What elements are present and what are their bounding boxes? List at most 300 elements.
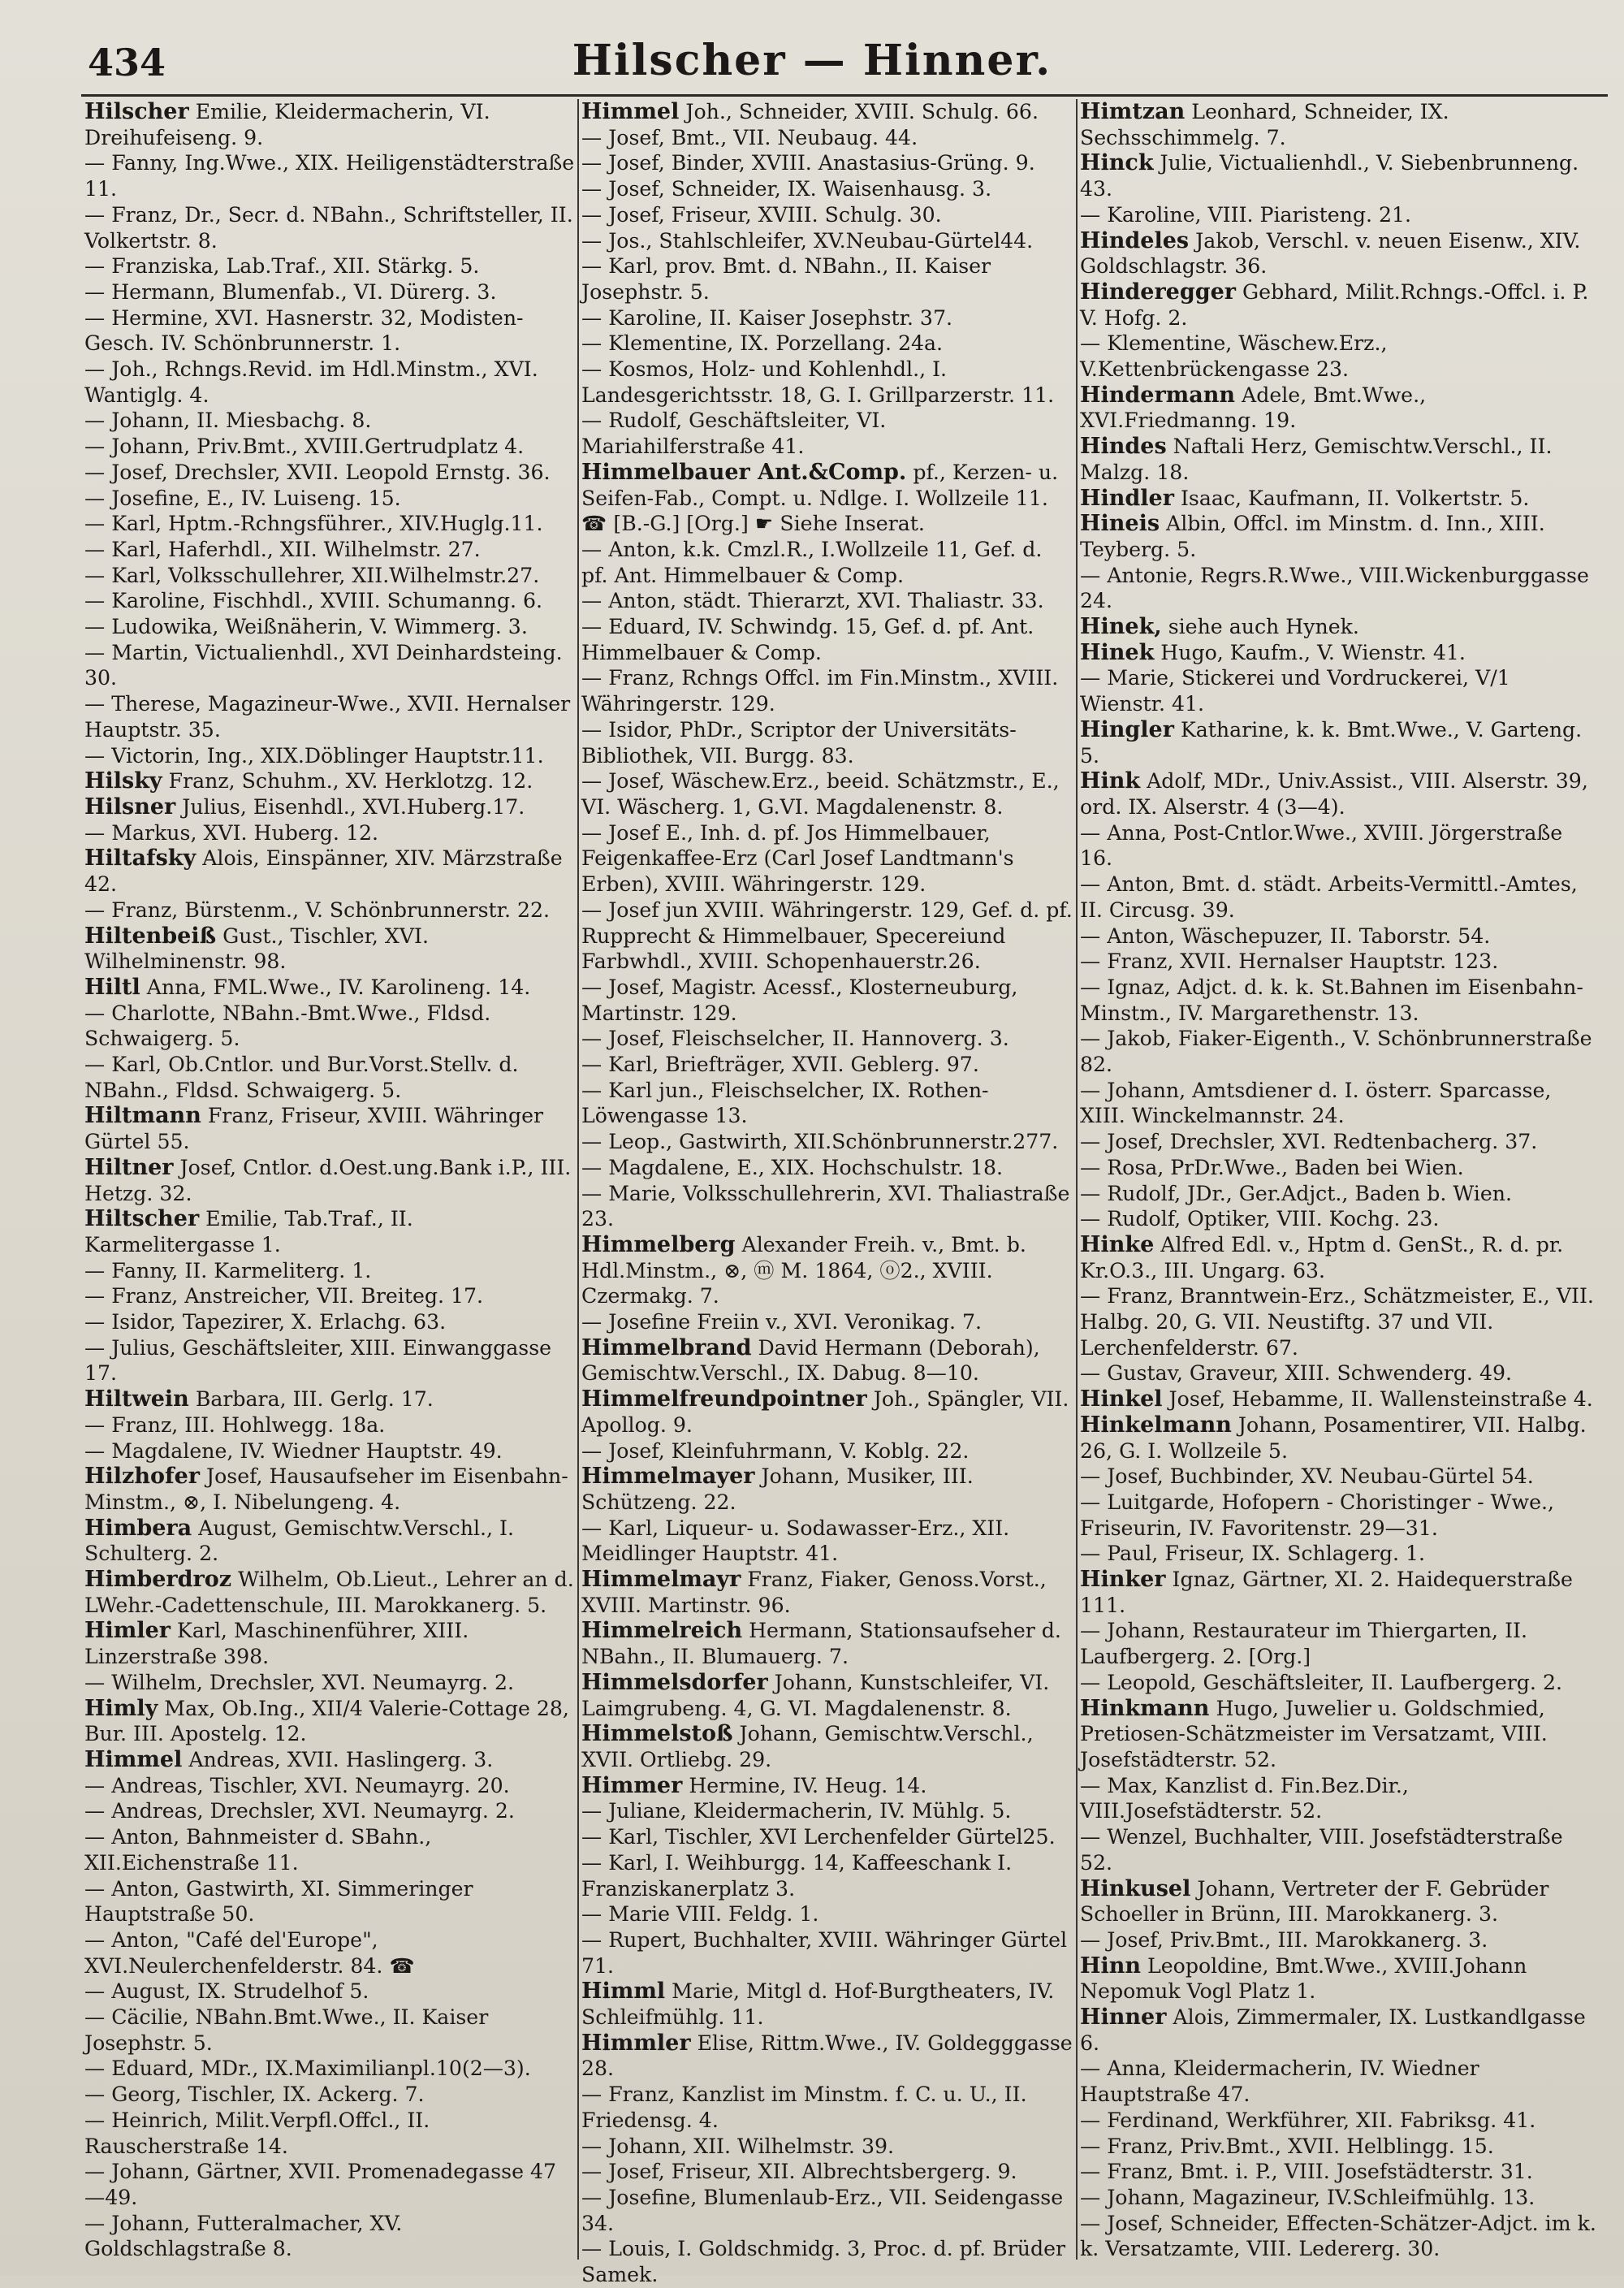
directory-entry: [84, 1824, 576, 1875]
entry-text: Alois, Einspänner, XIV. Märzstraße 42.: [84, 846, 563, 897]
directory-entry: [84, 99, 576, 150]
directory-entry: [84, 1927, 576, 1979]
directory-entry: [1080, 1181, 1600, 1207]
page-header: [0, 32, 1624, 97]
entry-surname: Hinker: [1080, 1567, 1166, 1593]
entry-text: Johann, Musiker, III. Schützeng. 22.: [581, 1464, 974, 1514]
directory-entry: [1080, 1824, 1600, 1875]
entry-text: — Victorin, Ing., XIX.Döblinger Hauptstr.11.: [84, 743, 544, 768]
entry-text: — Johann, II. Miesbachg. 8.: [84, 409, 372, 433]
directory-entry: [84, 1464, 576, 1515]
entry-text: — Cäcilie, NBahn.Bmt.Wwe., II. Kaiser Josephstr. 5.: [84, 2005, 489, 2055]
entry-text: — Joh., Rchngs.Revid. im Hdl.Minstm., XVI. Wantiglg. 4.: [84, 357, 538, 407]
entry-text: — Josef, Drechsler, XVI. Redtenbacherg. 37.: [1080, 1130, 1538, 1154]
column-1: [84, 99, 576, 2260]
entry-surname: Himly: [84, 1695, 158, 1721]
entry-text: — Kosmos, Holz- und Kohlenhdl., I. Landesgerichtsstr. 18, G. I. Grillparzerstr. 11.: [581, 357, 1055, 407]
entry-surname: Hinek,: [1080, 614, 1162, 640]
directory-entry: [1080, 2108, 1600, 2134]
directory-entry: [1080, 2211, 1600, 2262]
entry-text: Naftali Herz, Gemischtw.Verschl., II. Malzg. 18.: [1080, 435, 1553, 484]
entry-surname: Hineis: [1080, 511, 1160, 537]
directory-entry: [1080, 99, 1600, 150]
entry-text: — Ferdinand, Werkführer, XII. Fabriksg. 41.: [1080, 2108, 1536, 2132]
directory-entry: [581, 1078, 1073, 1129]
entry-surname: Hiltscher: [84, 1206, 200, 1232]
entry-text: — Rudolf, JDr., Ger.Adjct., Baden b. Wien.: [1080, 1181, 1512, 1205]
entry-text: Isaac, Kaufmann, II. Volkertstr. 5.: [1173, 486, 1530, 510]
entry-surname: Himmler: [581, 2030, 691, 2056]
directory-entry: [84, 511, 576, 537]
entry-text: Hermine, IV. Heug. 14.: [682, 1773, 927, 1797]
page-number: 434: [88, 41, 166, 84]
entry-text: — Paul, Friseur, IX. Schlagerg. 1.: [1080, 1542, 1426, 1566]
directory-entry: [581, 1979, 1073, 2030]
entry-surname: Himberdroz: [84, 1567, 232, 1593]
entry-text: — Isidor, PhDr., Scriptor der Universitäts-Bibliothek, VII. Burgg. 83.: [581, 717, 1017, 768]
entry-text: Emilie, Tab.Traf., II. Karmelitergasse 1.: [84, 1207, 413, 1256]
directory-entry: [1080, 1078, 1600, 1129]
entry-surname: Hiltwein: [84, 1386, 189, 1412]
directory-entry: [581, 1155, 1073, 1181]
entry-surname: Himmelstoß: [581, 1721, 733, 1747]
directory-entry: [84, 975, 576, 1001]
entry-text: — Josef, Binder, XVIII. Anastasius-Grüng. 9.: [581, 151, 1035, 175]
entry-text: — Eduard, IV. Schwindg. 15, Gef. d. pf. Ant. Himmelbauer & Comp.: [581, 615, 1034, 664]
directory-entry: [1080, 975, 1600, 1026]
entry-text: Hugo, Juwelier u. Goldschmied, Pretiosen-Schätzmeister im Versatzamt, VIII. Josefstädterstr. 52.: [1080, 1696, 1548, 1771]
directory-entry: [581, 1773, 1073, 1799]
directory-entry: [1080, 1412, 1600, 1464]
directory-entry: [84, 1747, 576, 1773]
entry-text: — Marie, Stickerei und Vordruckerei, V/1 Wienstr. 41.: [1080, 666, 1510, 716]
directory-entry: [581, 1309, 1073, 1335]
entry-text: — Leopold, Geschäftsleiter, II. Laufbergerg. 2.: [1080, 1670, 1562, 1694]
entry-text: Elise, Rittm.Wwe., IV. Goldegggasse 28.: [581, 2031, 1073, 2081]
entry-surname: Hingler: [1080, 716, 1174, 742]
entry-text: Leonhard, Schneider, IX. Sechsschimmelg. 7.: [1080, 100, 1449, 149]
directory-entry: [581, 2185, 1073, 2236]
directory-entry: [84, 1052, 576, 1103]
entry-text: — Karoline, VIII. Piaristeng. 21.: [1080, 202, 1412, 227]
entry-surname: Hiltmann: [84, 1103, 201, 1129]
entry-surname: Hilsner: [84, 794, 176, 820]
entry-text: — Charlotte, NBahn.-Bmt.Wwe., Fldsd. Schwaigerg. 5.: [84, 1001, 491, 1051]
entry-text: — Josef, Friseur, XVIII. Schulg. 30.: [581, 202, 942, 227]
entry-text: — Anna, Post-Cntlor.Wwe., XVIII. Jörgerstraße 16.: [1080, 820, 1563, 871]
entry-text: Franz, Schuhm., XV. Herklotzg. 12.: [162, 769, 533, 794]
entry-text: Johann, Kunstschleifer, VI. Laimgrubeng. 4, G. VI. Magdalenenstr. 8.: [581, 1670, 1050, 1720]
directory-entry: [1080, 1129, 1600, 1155]
directory-entry: [1080, 1490, 1600, 1541]
entry-text: Barbara, III. Gerlg. 17.: [188, 1387, 434, 1412]
entry-text: Julie, Victualienhdl., V. Siebenbrunneng. 43.: [1080, 151, 1579, 201]
entry-text: — Franz, Kanzlist im Minstm. f. C. u. U., II. Friedensg. 4.: [581, 2083, 1027, 2132]
directory-entry: [84, 1670, 576, 1696]
entry-text: — Anton, "Café del'Europe", XVI.Neulerchenfelderstr. 84. ☎: [84, 1927, 415, 1978]
column-divider-2: [1076, 99, 1078, 2260]
entry-surname: Himbera: [84, 1515, 192, 1541]
directory-entry: [581, 665, 1073, 716]
entry-surname: Hindermann: [1080, 382, 1236, 408]
entry-text: — Johann, Magazineur, IV.Schleifmühlg. 13.: [1080, 2185, 1535, 2209]
entry-text: — Johann, Restaurateur im Thiergarten, II. Laufbergerg. 2. [Org.]: [1080, 1619, 1527, 1669]
directory-entry: [84, 1438, 576, 1464]
entry-text: — Karl, prov. Bmt. d. NBahn., II. Kaiser Josephstr. 5.: [581, 254, 991, 304]
directory-entry: [84, 743, 576, 769]
directory-entry: [84, 1567, 576, 1618]
entry-text: Franz, Friseur, XVIII. Währinger Gürtel 55.: [84, 1104, 544, 1154]
entry-surname: Himmelmayr: [581, 1567, 741, 1593]
directory-entry: [581, 2236, 1073, 2287]
directory-entry: [84, 1283, 576, 1309]
directory-entry: [1080, 1876, 1600, 1927]
directory-entry: [581, 2031, 1073, 2082]
entry-text: Johann, Posamentirer, VII. Halbg. 26, G. I. Wollzeile 5.: [1080, 1412, 1587, 1463]
entry-text: Adele, Bmt.Wwe., XVI.Friedmanng. 19.: [1080, 383, 1427, 433]
entry-surname: Hinkel: [1080, 1386, 1163, 1412]
entry-text: Josef, Hebamme, II. Wallensteinstraße 4.: [1162, 1387, 1593, 1412]
entry-text: — Juliane, Kleidermacherin, IV. Mühlg. 5.: [581, 1799, 1012, 1823]
directory-entry: [1080, 1541, 1600, 1567]
entry-text: Andreas, XVII. Haslingerg. 3.: [182, 1748, 494, 1771]
entry-text: — Fanny, II. Karmeliterg. 1.: [84, 1258, 372, 1282]
directory-entry: [1080, 1360, 1600, 1386]
entry-text: Johann, Vertreter der F. Gebrüder Schoeller in Brünn, III. Marokkanerg. 3.: [1080, 1876, 1549, 1927]
entry-text: — Anton, städt. Thierarzt, XVI. Thaliastr. 33.: [581, 589, 1044, 613]
entry-text: — Andreas, Drechsler, XVI. Neumayrg. 2.: [84, 1799, 515, 1823]
directory-entry: [1080, 665, 1600, 716]
entry-text: — Rupert, Buchhalter, XVIII. Währinger Gürtel 71.: [581, 1927, 1068, 1978]
entry-text: — Franz, Bmt. i. P., VIII. Josefstädterstr. 31.: [1080, 2160, 1533, 2184]
directory-entry: [1080, 486, 1600, 512]
directory-entry: [84, 2211, 576, 2262]
entry-text: Alois, Zimmermaler, IX. Lustkandlgasse 6.: [1080, 2005, 1586, 2055]
entry-text: — Franz, Rchngs Offcl. im Fin.Minstm., XVIII. Währingerstr. 129.: [581, 666, 1059, 716]
directory-entry: [84, 434, 576, 460]
directory-entry: [1080, 872, 1600, 923]
directory-entry: [581, 2082, 1073, 2133]
directory-entry: [1080, 1618, 1600, 1669]
entry-text: — Josef E., Inh. d. pf. Jos Himmelbauer, Feigenkaffee-Erz (Carl Josef Landtmann's Erben), XVIII. Währingerstr. 129.: [581, 820, 1014, 897]
entry-surname: Hilscher: [84, 99, 189, 124]
entry-surname: Himtzan: [1080, 99, 1186, 124]
directory-entry: [84, 820, 576, 846]
directory-entry: [581, 537, 1073, 588]
directory-entry: [1080, 1696, 1600, 1773]
directory-entry: [1080, 383, 1600, 434]
entry-text: — Josef, Fleischselcher, II. Hannoverg. 3.: [581, 1027, 1009, 1051]
entry-text: — Isidor, Tapezirer, X. Erlachg. 63.: [84, 1310, 447, 1334]
entry-text: — Max, Kanzlist d. Fin.Bez.Dir., VIII.Josefstädterstr. 52.: [1080, 1773, 1409, 1823]
entry-text: Adolf, MDr., Univ.Assist., VIII. Alserstr. 39, ord. IX. Alserstr. 4 (3—4).: [1080, 769, 1588, 819]
entry-text: Ignaz, Gärtner, XI. 2. Haidequerstraße 111.: [1080, 1568, 1573, 1617]
entry-text: — Anton, k.k. Cmzl.R., I.Wollzeile 11, Gef. d. pf. Ant. Himmelbauer & Comp.: [581, 537, 1043, 587]
directory-entry: [1080, 2056, 1600, 2107]
directory-entry: [84, 1309, 576, 1335]
entry-text: — Josef, Friseur, XII. Albrechtsbergerg. 9.: [581, 2160, 1017, 2184]
entry-text: — Hermine, XVI. Hasnerstr. 32, Modisten-Gesch. IV. Schönbrunnerstr. 1.: [84, 305, 524, 356]
directory-entry: [1080, 820, 1600, 872]
directory-entry: [581, 202, 1073, 228]
entry-text: — Karl, Volksschullehrer, XII.Wilhelmstr.27.: [84, 563, 540, 587]
entry-surname: Hiltl: [84, 974, 140, 1000]
entry-text: Gust., Tischler, XVI. Wilhelminenstr. 98.: [84, 923, 429, 974]
directory-entry: [84, 357, 576, 408]
entry-text: — Johann, Futteralmacher, XV. Goldschlagstraße 8.: [84, 2211, 403, 2261]
entry-text: — Franz, XVII. Hernalser Hauptstr. 123.: [1080, 949, 1499, 974]
entry-surname: Hinn: [1080, 1953, 1142, 1979]
entry-text: — Martin, Victualienhdl., XVI Deinhardsteing. 30.: [84, 640, 563, 690]
entry-text: — Johann, XII. Wilhelmstr. 39.: [581, 2134, 895, 2158]
directory-entry: [84, 1773, 576, 1799]
directory-entry: [84, 923, 576, 975]
entry-text: — Josefine, E., IV. Luiseng. 15.: [84, 486, 401, 510]
directory-entry: [84, 1206, 576, 1257]
entry-surname: Himmelberg: [581, 1231, 736, 1257]
entry-text: — Josef, Buchbinder, XV. Neubau-Gürtel 54.: [1080, 1464, 1534, 1489]
directory-entry: [1080, 640, 1600, 666]
header-rule: [81, 94, 1608, 97]
entry-text: — Georg, Tischler, IX. Ackerg. 7.: [84, 2083, 425, 2107]
directory-entry: [1080, 2185, 1600, 2211]
entry-text: Albin, Offcl. im Minstm. d. Inn., XIII. Teyberg. 5.: [1080, 512, 1545, 561]
directory-entry: [581, 228, 1073, 254]
directory-entry: [581, 1052, 1073, 1078]
directory-entry: [581, 305, 1073, 331]
entry-text: Alexander Freih. v., Bmt. b. Hdl.Minstm., ⊗, ⓜ M. 1864, ⓞ2., XVIII. Czermakg. 7.: [581, 1232, 1026, 1308]
directory-entry: [1080, 1232, 1600, 1283]
entry-text: — Gustav, Graveur, XIII. Schwenderg. 49.: [1080, 1361, 1512, 1386]
entry-surname: Hinkusel: [1080, 1875, 1191, 1901]
entry-text: — Eduard, MDr., IX.Maximilianpl.10(2—3).: [84, 2057, 531, 2081]
entry-text: — Andreas, Tischler, XVI. Neumayrg. 20.: [84, 1773, 510, 1797]
entry-surname: Himmelbrand: [581, 1334, 752, 1360]
entry-surname: Himmelreich: [581, 1618, 743, 1644]
directory-entry: [84, 486, 576, 512]
directory-entry: [581, 1721, 1073, 1772]
entry-surname: Himmelfreundpointner: [581, 1386, 867, 1412]
directory-entry: [84, 640, 576, 691]
entry-text: — Hermann, Blumenfab., VI. Dürerg. 3.: [84, 279, 497, 304]
directory-entry: [581, 408, 1073, 459]
directory-entry: [581, 357, 1073, 408]
entry-text: — Josef, Schneider, IX. Waisenhausg. 3.: [581, 177, 992, 201]
entry-text: siehe auch Hynek.: [1161, 615, 1359, 639]
entry-text: — Leop., Gastwirth, XII.Schönbrunnerstr.277.: [581, 1130, 1059, 1154]
entry-surname: Himmelbauer Ant.&Comp.: [581, 459, 907, 485]
entry-text: — Jos., Stahlschleifer, XV.Neubau-Gürtel44.: [581, 228, 1034, 253]
directory-entry: [581, 975, 1073, 1026]
directory-entry: [1080, 2159, 1600, 2185]
entry-text: — Anna, Kleidermacherin, IV. Wiedner Hauptstraße 47.: [1080, 2057, 1479, 2107]
entry-surname: Hindler: [1080, 485, 1174, 511]
entry-text: — Franz, Anstreicher, VII. Breiteg. 17.: [84, 1284, 484, 1308]
directory-entry: [1080, 1155, 1600, 1181]
column-divider-1: [577, 99, 579, 2260]
entry-text: — Franz, Bürstenm., V. Schönbrunnerstr. 22.: [84, 897, 551, 922]
entry-text: — Karoline, II. Kaiser Josephstr. 37.: [581, 305, 952, 330]
directory-entry: [84, 460, 576, 486]
directory-entry: [581, 1386, 1073, 1438]
directory-entry: [581, 897, 1073, 975]
entry-text: — Rudolf, Geschäftsleiter, VI. Mariahilferstraße 41.: [581, 409, 887, 459]
directory-entry: [581, 1670, 1073, 1721]
directory-entry: [1080, 563, 1600, 614]
entry-text: — Josef, Bmt., VII. Neubaug. 44.: [581, 125, 918, 149]
directory-entry: [581, 1335, 1073, 1386]
entry-text: — Jakob, Fiaker-Eigenth., V. Schönbrunnerstraße 82.: [1080, 1027, 1592, 1077]
entry-text: — Marie VIII. Feldg. 1.: [581, 1902, 819, 1927]
entry-text: August, Gemischtw.Verschl., I. Schulterg. 2.: [84, 1516, 514, 1566]
directory-entry: [84, 1001, 576, 1052]
entry-text: Max, Ob.Ing., XII/4 Valerie-Cottage 28, Bur. III. Apostelg. 12.: [84, 1696, 569, 1746]
entry-text: — Karl, Liqueur- u. Sodawasser-Erz., XII. Meidlinger Hauptstr. 41.: [581, 1516, 1010, 1566]
entry-text: Emilie, Kleidermacherin, VI. Dreihufeiseng. 9.: [84, 100, 490, 149]
entry-surname: Hiltafsky: [84, 846, 197, 872]
directory-entry: [84, 794, 576, 820]
entry-text: — Franz, Branntwein-Erz., Schätzmeister, E., VII. Halbg. 20, G. VII. Neustiftg. 37 und VII. Lerchenfelderstr. 67.: [1080, 1284, 1594, 1360]
entry-text: — Anton, Bmt. d. städt. Arbeits-Vermittl.-Amtes, II. Circusg. 39.: [1080, 872, 1578, 922]
directory-entry: [84, 1412, 576, 1438]
entry-text: — Rosa, PrDr.Wwe., Baden bei Wien.: [1080, 1155, 1464, 1179]
directory-entry: [1080, 1670, 1600, 1696]
entry-text: — Karl, Tischler, XVI Lerchenfelder Gürtel25.: [581, 1825, 1056, 1849]
entry-text: Marie, Mitgl d. Hof-Burgtheaters, IV. Schleifmühlg. 11.: [581, 1979, 1055, 2030]
directory-entry: [1080, 614, 1600, 640]
directory-entry: [1080, 1567, 1600, 1618]
directory-entry: [581, 460, 1073, 537]
entry-surname: Hinek: [1080, 639, 1155, 665]
entry-text: pf., Kerzen- u. Seifen-Fab., Compt. u. Ndlge. I. Wollzeile 11. ☎ [B.-G.] [Org.] ☛ Siehe Inserat.: [581, 460, 1059, 536]
directory-entry: [581, 125, 1073, 151]
entry-text: — Karl, Ob.Cntlor. und Bur.Vorst.Stellv. d. NBahn., Fldsd. Schwaigerg. 5.: [84, 1053, 519, 1102]
directory-entry: [581, 99, 1073, 125]
entry-text: — Klementine, Wäschew.Erz., V.Kettenbrückengasse 23.: [1080, 331, 1388, 382]
directory-entry: [84, 2056, 576, 2082]
entry-text: — Josefine, Blumenlaub-Erz., VII. Seidengasse 34.: [581, 2185, 1064, 2235]
entry-text: — Franz, Dr., Secr. d. NBahn., Schriftsteller, II. Volkertstr. 8.: [84, 202, 573, 253]
directory-entry: [84, 2159, 576, 2210]
directory-entry: [84, 897, 576, 923]
directory-entry: [84, 202, 576, 253]
directory-entry: [581, 1026, 1073, 1052]
entry-surname: Hilsky: [84, 768, 162, 794]
entry-text: Hugo, Kaufm., V. Wienstr. 41.: [1154, 640, 1466, 664]
directory-entry: [581, 1232, 1073, 1309]
directory-entry: [84, 2005, 576, 2056]
entry-text: — Karl, Hptm.-Rchngsführer., XIV.Huglg.11.: [84, 512, 543, 536]
entry-text: — Josef, Schneider, Effecten-Schätzer-Adjct. im k. k. Versatzamte, VIII. Ledererg. 30.: [1080, 2211, 1596, 2261]
directory-entry: [1080, 949, 1600, 975]
entry-text: — Johann, Priv.Bmt., XVIII.Gertrudplatz 4.: [84, 435, 525, 459]
entry-text: Franz, Fiaker, Genoss.Vorst., XVIII. Martinstr. 96.: [581, 1568, 1047, 1617]
directory-entry: [1080, 717, 1600, 768]
directory-entry: [581, 1618, 1073, 1669]
directory-entry: [84, 846, 576, 897]
directory-entry: [1080, 1386, 1600, 1412]
directory-entry: [84, 1516, 576, 1567]
directory-entry: [1080, 1026, 1600, 1077]
entry-text: — Johann, Gärtner, XVII. Promenadegasse 47—49.: [84, 2160, 557, 2209]
column-2: [581, 99, 1073, 2287]
entry-surname: Hinck: [1080, 150, 1154, 176]
directory-entry: [84, 408, 576, 434]
directory-entry: [581, 2134, 1073, 2160]
directory-entry: [581, 1438, 1073, 1464]
entry-text: — Fanny, Ing.Wwe., XIX. Heiligenstädterstraße 11.: [84, 151, 575, 201]
directory-entry: [1080, 1953, 1600, 2005]
entry-text: — Josef jun XVIII. Währingerstr. 129, Gef. d. pf. Rupprecht & Himmelbauer, Specereiund Farbwhdl., XVIII. Schopenhauerstr.26.: [581, 897, 1073, 974]
entry-text: Julius, Eisenhdl., XVI.Huberg.17.: [175, 794, 525, 819]
directory-entry: [1080, 228, 1600, 279]
entry-text: — Karl jun., Fleischselcher, IX. Rothen-Löwengasse 13.: [581, 1078, 989, 1128]
entry-surname: Himmelsdorfer: [581, 1669, 768, 1695]
directory-entry: [84, 1798, 576, 1824]
directory-entry: [581, 1516, 1073, 1567]
entry-text: Wilhelm, Ob.Lieut., Lehrer an d. LWehr.-Cadettenschule, III. Marokkanerg. 5.: [84, 1568, 574, 1617]
directory-entry: [84, 305, 576, 357]
entry-text: — Louis, I. Goldschmidg. 3, Proc. d. pf. Brüder Samek.: [581, 2237, 1066, 2287]
entry-text: Joh., Schneider, XVIII. Schulg. 66.: [679, 100, 1039, 123]
entry-text: — Josef, Drechsler, XVII. Leopold Ernstg. 36.: [84, 460, 551, 484]
entry-text: — Ignaz, Adjct. d. k. k. St.Bahnen im Eisenbahn-Minstm., IV. Margarethenstr. 13.: [1080, 975, 1583, 1025]
entry-text: Katharine, k. k. Bmt.Wwe., V. Garteng. 5.: [1080, 717, 1583, 768]
directory-entry: [1080, 2134, 1600, 2160]
directory-entry: [581, 1129, 1073, 1155]
entry-text: — Wenzel, Buchhalter, VIII. Josefstädterstraße 52.: [1080, 1825, 1563, 1875]
entry-text: — Josef, Priv.Bmt., III. Marokkanerg. 3.: [1080, 1927, 1488, 1952]
directory-entry: [581, 1567, 1073, 1618]
entry-text: — Wilhelm, Drechsler, XVI. Neumayrg. 2.: [84, 1670, 515, 1694]
entry-surname: Himmelmayer: [581, 1464, 755, 1490]
entry-surname: Hindes: [1080, 434, 1167, 460]
entry-text: — Anton, Gastwirth, XI. Simmeringer Hauptstraße 50.: [84, 1876, 473, 1927]
entry-text: — Karl, Haferhdl., XII. Wilhelmstr. 27.: [84, 537, 481, 561]
entry-surname: Hinke: [1080, 1231, 1155, 1257]
entry-text: Karl, Maschinenführer, XIII. Linzerstraße 398.: [84, 1619, 469, 1669]
directory-entry: [84, 2108, 576, 2159]
directory-entry: [1080, 1206, 1600, 1232]
entry-text: Hermann, Stationsaufseher d. NBahn., II. Blumauerg. 7.: [581, 1619, 1061, 1669]
directory-entry: [84, 1979, 576, 2005]
entry-text: — Franziska, Lab.Traf., XII. Stärkg. 5.: [84, 254, 480, 279]
entry-text: — Karl, Briefträger, XVII. Geblerg. 97.: [581, 1053, 979, 1077]
entry-text: — Julius, Geschäftsleiter, XIII. Einwanggasse 17.: [84, 1335, 552, 1386]
directory-entry: [581, 176, 1073, 202]
entry-text: — Therese, Magazineur-Wwe., XVII. Hernalser Hauptstr. 35.: [84, 692, 571, 742]
entry-surname: Hinderegger: [1080, 279, 1237, 305]
directory-entry: [84, 588, 576, 614]
directory-entry: [84, 2082, 576, 2108]
entry-text: — Anton, Bahnmeister d. SBahn., XII.Eichenstraße 11.: [84, 1825, 432, 1875]
entry-surname: Himmel: [84, 1747, 183, 1772]
entry-text: Gebhard, Milit.Rchngs.-Offcl. i. P. V. Hofg. 2.: [1080, 279, 1589, 330]
directory-entry: [84, 1103, 576, 1154]
directory-entry: [1080, 1464, 1600, 1490]
directory-entry: [581, 614, 1073, 665]
entry-text: Leopoldine, Bmt.Wwe., XVIII.Johann Nepomuk Vogl Platz 1.: [1080, 1953, 1527, 2004]
entry-surname: Hink: [1080, 768, 1141, 794]
entry-text: — Magdalene, IV. Wiedner Hauptstr. 49.: [84, 1438, 503, 1463]
directory-entry: [581, 2159, 1073, 2185]
entry-surname: Himmel: [581, 99, 680, 124]
entry-text: — Ludowika, Weißnäherin, V. Wimmerg. 3.: [84, 615, 528, 639]
directory-entry: [84, 614, 576, 640]
directory-entry: [84, 150, 576, 201]
directory-entry: [84, 279, 576, 305]
entry-surname: Hiltenbeiß: [84, 923, 217, 949]
